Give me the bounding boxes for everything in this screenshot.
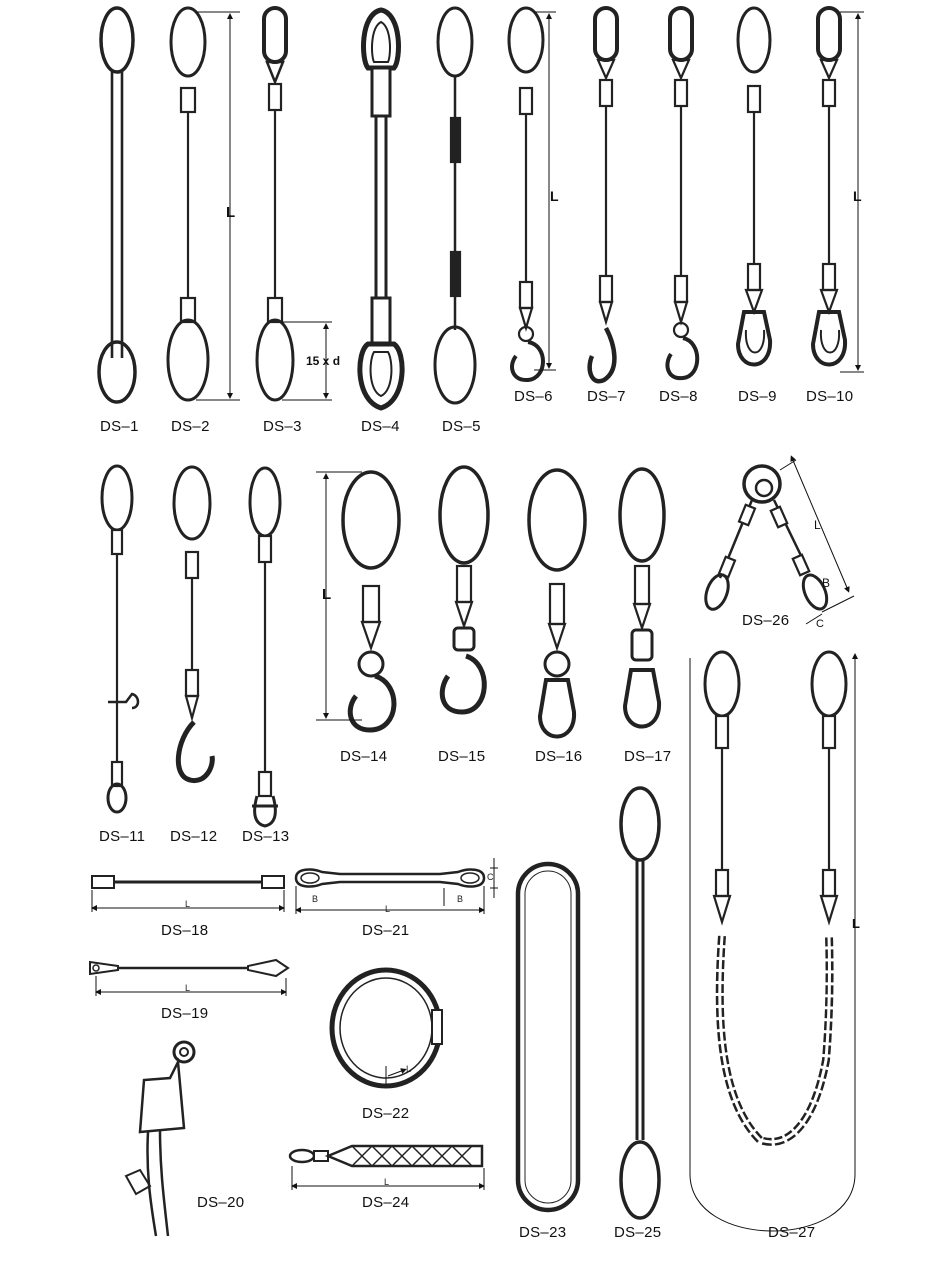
- dim-length-ds10: L: [853, 188, 862, 204]
- label-ds21: DS–21: [362, 922, 410, 939]
- label-ds14: DS–14: [340, 748, 388, 765]
- label-ds9: DS–9: [738, 388, 777, 405]
- dim-c-ds26: C: [816, 618, 824, 630]
- label-ds17: DS–17: [624, 748, 672, 765]
- dim-length-ds26: L: [814, 518, 821, 532]
- sling-ds4: [360, 10, 402, 408]
- dim-eye-ds3: 15 x d: [306, 354, 341, 368]
- label-ds7: DS–7: [587, 388, 626, 405]
- dim-b-ds26: B: [822, 576, 831, 590]
- sling-ds19: [90, 960, 288, 976]
- dim-b-left-ds21: B: [312, 894, 319, 904]
- sling-ds8: [667, 8, 697, 378]
- sling-ds10: [813, 8, 845, 365]
- dim-b-right-ds21: B: [457, 894, 464, 904]
- sling-ds3: [257, 8, 293, 400]
- dim-length-ds22: L: [406, 1064, 412, 1074]
- sling-ds5: [435, 8, 475, 403]
- sling-ds1: [99, 8, 135, 402]
- label-ds3: DS–3: [263, 418, 302, 435]
- sling-ds7: [590, 8, 617, 381]
- label-ds24: DS–24: [362, 1194, 410, 1211]
- label-ds10: DS–10: [806, 388, 854, 405]
- sling-ds14: [343, 472, 399, 730]
- label-ds23: DS–23: [519, 1224, 567, 1241]
- label-ds6: DS–6: [514, 388, 553, 405]
- sling-ds2: [168, 8, 208, 400]
- label-ds27: DS–27: [768, 1224, 816, 1241]
- label-ds4: DS–4: [361, 418, 400, 435]
- label-ds15: DS–15: [438, 748, 486, 765]
- label-ds19: DS–19: [161, 1005, 209, 1022]
- sling-ds24: [290, 1146, 482, 1166]
- dim-length-ds24: L: [384, 1177, 390, 1187]
- sling-ds21: [296, 870, 484, 887]
- sling-ds6: [509, 8, 543, 380]
- sling-ds11: [102, 466, 138, 812]
- label-ds20: DS–20: [197, 1194, 245, 1211]
- dim-length-ds27: L: [852, 916, 860, 931]
- sling-ds9: [738, 8, 770, 365]
- dim-length-ds6: L: [550, 188, 559, 204]
- sling-ds23: [518, 864, 578, 1210]
- sling-ds20: [126, 1042, 194, 1236]
- label-ds16: DS–16: [535, 748, 583, 765]
- label-ds13: DS–13: [242, 828, 290, 845]
- sling-ds18: [92, 876, 284, 888]
- dim-length-ds19: L: [185, 983, 191, 993]
- label-ds8: DS–8: [659, 388, 698, 405]
- label-ds5: DS–5: [442, 418, 481, 435]
- sling-ds12: [174, 467, 212, 781]
- dim-length-ds21: L: [385, 904, 391, 914]
- label-ds26: DS–26: [742, 612, 790, 629]
- label-ds25: DS–25: [614, 1224, 662, 1241]
- sling-ds16: [529, 470, 585, 737]
- sling-ds26: [701, 466, 831, 613]
- dim-length-ds2: L: [226, 204, 236, 221]
- label-ds11: DS–11: [99, 828, 146, 845]
- label-ds22: DS–22: [362, 1105, 410, 1122]
- dim-length-ds18: L: [185, 899, 191, 909]
- label-ds18: DS–18: [161, 922, 209, 939]
- dim-length-ds14: L: [322, 586, 332, 603]
- sling-ds15: [440, 467, 488, 712]
- label-ds2: DS–2: [171, 418, 210, 435]
- sling-ds25: [621, 788, 659, 1218]
- label-ds12: DS–12: [170, 828, 218, 845]
- dim-c-ds21: C: [487, 872, 494, 882]
- sling-ds13: [250, 468, 280, 826]
- sling-ds22: [332, 970, 442, 1086]
- label-ds1: DS–1: [100, 418, 139, 435]
- sling-ds17: [620, 469, 664, 727]
- sling-ds27: [705, 652, 846, 1142]
